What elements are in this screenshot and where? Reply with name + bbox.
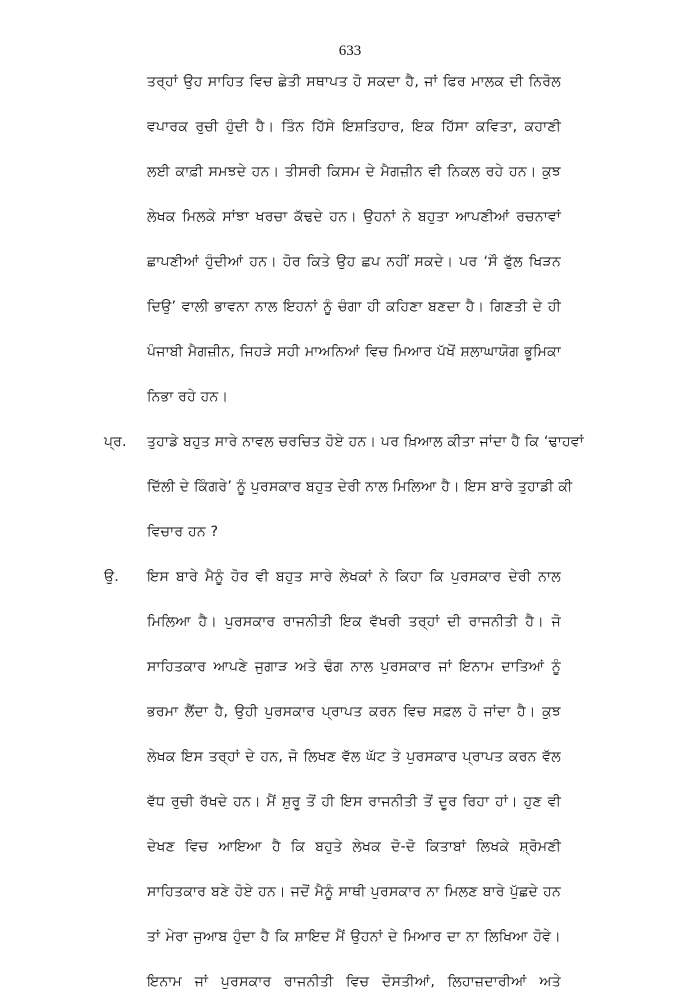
page-number: 633: [338, 43, 362, 59]
text-line: ਵਪਾਰਕ ਰੁਚੀ ਹੁੰਦੀ ਹੈ। ਤਿੰਨ ਹਿੱਸੇ ਇਸ਼ਤਿਹਾਰ, ਇਕ ਹਿੱਸਾ ਕਵਿਤਾ, ਕਹਾਣੀ: [147, 119, 561, 135]
answer-line: ਇਨਾਮ ਜਾਂ ਪੁਰਸਕਾਰ ਰਾਜਨੀਤੀ ਵਿਚ ਦੋਸਤੀਆਂ, ਲਿਹਾਜ਼ਦਾਰੀਆਂ ਅਤੇ: [147, 974, 561, 990]
text-line: ਨਿਭਾ ਰਹੇ ਹਨ।: [147, 389, 229, 405]
text-line: ਦਿਉ’ ਵਾਲੀ ਭਾਵਨਾ ਨਾਲ ਇਹਨਾਂ ਨੂੰ ਚੰਗਾ ਹੀ ਕਹਿਣਾ ਬਣਦਾ ਹੈ। ਗਿਣਤੀ ਦੇ ਹੀ: [147, 299, 561, 315]
text-line: ਛਾਪਣੀਆਂ ਹੁੰਦੀਆਂ ਹਨ। ਹੋਰ ਕਿਤੇ ਉਹ ਛਪ ਨਹੀਂ ਸਕਦੇ। ਪਰ ‘ਸੌ ਫੁੱਲ ਖਿੜਨ: [147, 254, 561, 270]
answer-line: ਸਾਹਿਤਕਾਰ ਆਪਣੇ ਜੁਗਾੜ ਅਤੇ ਢੰਗ ਨਾਲ ਪੁਰਸਕਾਰ ਜਾਂ ਇਨਾਮ ਦਾਤਿਆਂ ਨੂੰ: [147, 659, 561, 675]
answer-marker: ਉ.: [104, 569, 119, 585]
answer-line: ਵੱਧ ਰੁਚੀ ਰੱਖਦੇ ਹਨ। ਮੈਂ ਸ਼ੁਰੂ ਤੋਂ ਹੀ ਇਸ ਰਾਜਨੀਤੀ ਤੋਂ ਦੂਰ ਰਿਹਾ ਹਾਂ। ਹੁਣ ਵੀ: [147, 794, 561, 810]
answer-line: ਲੇਖਕ ਇਸ ਤਰ੍ਹਾਂ ਦੇ ਹਨ, ਜੋ ਲਿਖਣ ਵੱਲ ਘੱਟ ਤੇ ਪੁਰਸਕਾਰ ਪ੍ਰਾਪਤ ਕਰਨ ਵੱਲ: [147, 749, 561, 765]
answer-line: ਭਰਮਾ ਲੈਂਦਾ ਹੈ, ਉਹੀ ਪੁਰਸਕਾਰ ਪ੍ਰਾਪਤ ਕਰਨ ਵਿਚ ਸਫ਼ਲ ਹੋ ਜਾਂਦਾ ਹੈ। ਕੁਝ: [147, 704, 561, 720]
text-line: ਲਈ ਕਾਫ਼ੀ ਸਮਝਦੇ ਹਨ। ਤੀਸਰੀ ਕਿਸਮ ਦੇ ਮੈਗਜ਼ੀਨ ਵੀ ਨਿਕਲ ਰਹੇ ਹਨ। ਕੁਝ: [147, 164, 561, 180]
answer-line: ਇਸ ਬਾਰੇ ਮੈਨੂੰ ਹੋਰ ਵੀ ਬਹੁਤ ਸਾਰੇ ਲੇਖਕਾਂ ਨੇ ਕਿਹਾ ਕਿ ਪੁਰਸਕਾਰ ਦੇਰੀ ਨਾਲ: [147, 569, 561, 585]
text-line: ਲੇਖਕ ਮਿਲਕੇ ਸਾਂਝਾ ਖਰਚਾ ਕੱਢਦੇ ਹਨ। ਉਹਨਾਂ ਨੇ ਬਹੁਤਾ ਆਪਣੀਆਂ ਰਚਨਾਵਾਂ: [147, 209, 561, 225]
question-line: ਵਿਚਾਰ ਹਨ ?: [147, 524, 219, 540]
answer-line: ਮਿਲਿਆ ਹੈ। ਪੁਰਸਕਾਰ ਰਾਜਨੀਤੀ ਇਕ ਵੱਖਰੀ ਤਰ੍ਹਾਂ ਦੀ ਰਾਜਨੀਤੀ ਹੈ। ਜੋ: [147, 614, 561, 630]
text-line: ਪੰਜਾਬੀ ਮੈਗਜ਼ੀਨ, ਜਿਹੜੇ ਸਹੀ ਮਾਅਨਿਆਂ ਵਿਚ ਮਿਆਰ ਪੱਖੋਂ ਸ਼ਲਾਘਾਯੋਗ ਭੂਮਿਕਾ: [147, 344, 561, 360]
text-line: ਤਰ੍ਹਾਂ ਉਹ ਸਾਹਿਤ ਵਿਚ ਛੇਤੀ ਸਥਾਪਤ ਹੋ ਸਕਦਾ ਹੈ, ਜਾਂ ਫਿਰ ਮਾਲਕ ਦੀ ਨਿਰੋਲ: [147, 74, 561, 90]
question-line: ਦਿੱਲੀ ਦੇ ਕਿੰਗਰੇ’ ਨੂੰ ਪੁਰਸਕਾਰ ਬਹੁਤ ਦੇਰੀ ਨਾਲ ਮਿਲਿਆ ਹੈ। ਇਸ ਬਾਰੇ ਤੁਹਾਡੀ ਕੀ: [147, 479, 573, 495]
answer-line: ਸਾਹਿਤਕਾਰ ਬਣੇ ਹੋਏ ਹਨ। ਜਦੋਂ ਮੈਨੂੰ ਸਾਥੀ ਪੁਰਸਕਾਰ ਨਾ ਮਿਲਣ ਬਾਰੇ ਪੁੱਛਦੇ ਹਨ: [147, 884, 561, 900]
question-marker: ਪ੍ਰ.: [104, 434, 127, 450]
answer-line: ਤਾਂ ਮੇਰਾ ਜੁਆਬ ਹੁੰਦਾ ਹੈ ਕਿ ਸ਼ਾਇਦ ਮੈਂ ਉਹਨਾਂ ਦੇ ਮਿਆਰ ਦਾ ਨਾ ਲਿਖਿਆ ਹੋਵੇ।: [147, 929, 561, 945]
question-line: ਤੁਹਾਡੇ ਬਹੁਤ ਸਾਰੇ ਨਾਵਲ ਚਰਚਿਤ ਹੋਏ ਹਨ। ਪਰ ਖ਼ਿਆਲ ਕੀਤਾ ਜਾਂਦਾ ਹੈ ਕਿ ‘ਢਾਹਵਾਂ: [147, 434, 584, 450]
answer-line: ਦੇਖਣ ਵਿਚ ਆਇਆ ਹੈ ਕਿ ਬਹੁਤੇ ਲੇਖਕ ਦੋ-ਦੋ ਕਿਤਾਬਾਂ ਲਿਖਕੇ ਸ਼੍ਰੋਮਣੀ: [147, 839, 561, 855]
